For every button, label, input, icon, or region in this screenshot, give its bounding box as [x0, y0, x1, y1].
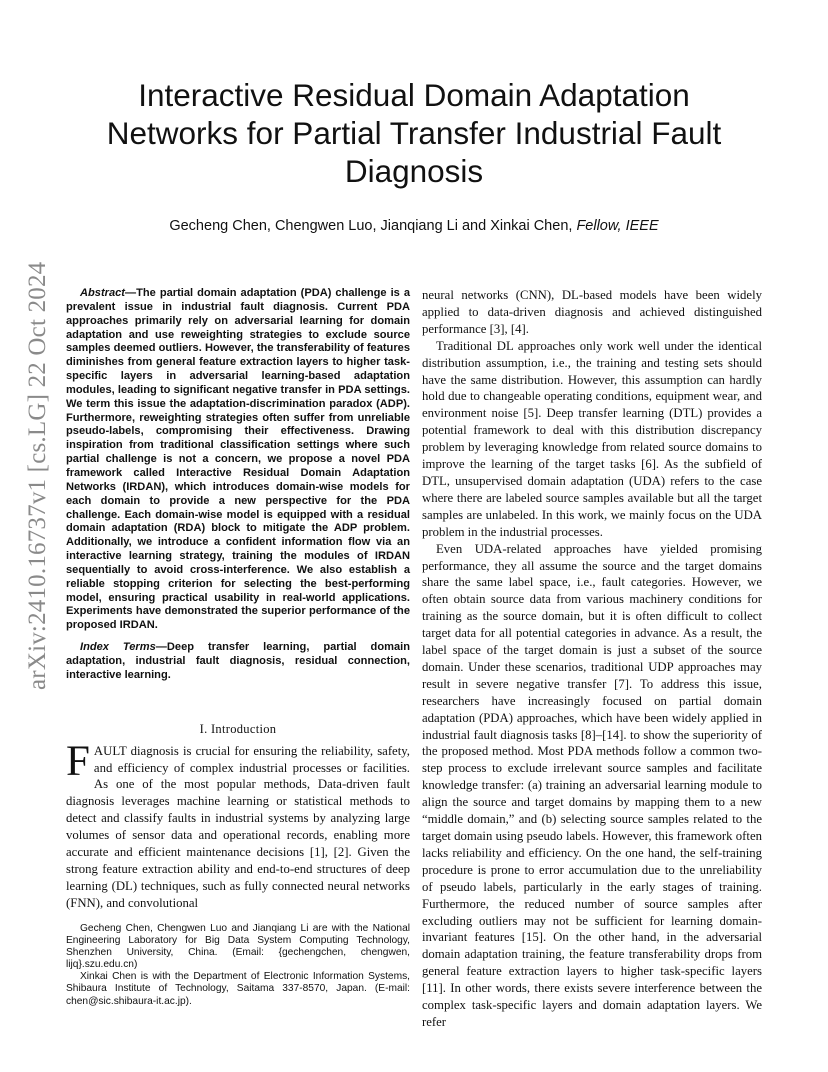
intro-paragraph-1-continued: neural networks (CNN), DL-based models have been widely applied to data-driven diagnosis and achieved distinguished performance [3], [4].	[422, 288, 762, 336]
arxiv-identifier: arXiv:2410.16737v1 [cs.LG] 22 Oct 2024	[24, 261, 51, 690]
index-terms-text: —Deep transfer learning, partial domain adaptation, industrial fault diagnosis, residual connection, interactive learning.	[66, 641, 410, 681]
footnote-affiliation-2: Xinkai Chen is with the Department of Electronic Information Systems, Shibaura Institute of Technology, Saitama 337-8570, Japan. (E-mail: chen@sic.shibaura-it.ac.jp).	[66, 971, 410, 1007]
paper-title: Interactive Residual Domain Adaptation Networks for Partial Transfer Industrial Fault Diagnosis	[106, 77, 722, 189]
index-terms	[66, 641, 410, 683]
author-line	[70, 218, 758, 234]
intro-paragraph-2: Traditional DL approaches only work well under the identical distribution assumption, i.e., the training and testing sets should have the same distribution. However, this assumption can hardly hold due to changeable operating conditions, equipment wear, and environment noise [5]. Deep transfer learning (DTL) provides a potential framework to deal with this distribution discrepancy problem by leveraging knowledge from related source domains to improve the learning of the target tasks [6]. As the subfield of DTL, unsupervised domain adaptation (UDA) refers to the case where there are labeled source samples available but all the target samples are unlabeled. In this work, we mainly focus on the UDA problem in the industrial processes.	[422, 338, 762, 539]
abstract-label: Abstract	[80, 287, 126, 299]
author-fellow-title: Fellow, IEEE	[576, 218, 659, 234]
section-heading-introduction: I. Introduction	[199, 721, 277, 736]
right-column	[422, 287, 762, 1031]
intro-paragraph-1-text: AULT diagnosis is crucial for ensuring the reliability, safety, and efficiency of complex industrial processes or facilities. As one of the most popular methods, Data-driven fault diagnosis leverages machine learning or statistical methods to detect and classify faults in industrial systems by analyzing large volumes of sensor data and operational records, enabling more accurate and efficient maintenance decisions [1], [2]. Given the strong feature extraction ability and end-to-end structures of deep learning (DL) techniques, such as fully connected neural networks (FNN), and convolutional	[66, 743, 410, 910]
abstract-text: —The partial domain adaptation (PDA) challenge is a prevalent issue in industrial fault diagnosis. Current PDA approaches primarily rely on adversarial learning for domain adaptation and use reweighting strategies to exclude source samples deemed outliers. However, the transferability of features diminishes from general feature extraction layers to higher task-specific layers in adversarial learning-based adaptation modules, leading to significant negative transfer in PDA settings. We term this issue the adaptation-discrimination paradox (ADP). Furthermore, reweighting strategies often suffer from unreliable pseudo-labels, compromising their effectiveness. Drawing inspiration from traditional classification settings where such partial challenge is not a concern, we propose a novel PDA framework called Interactive Residual Domain Adaptation Networks (IRDAN), which introduces domain-wise models for each domain to provide a new perspective for the PDA challenge. Each domain-wise model is equipped with a residual domain adaptation (RDA) block to mitigate the ADP problem. Additionally, we introduce a confident information flow via an interactive learning strategy, training the modules of IRDAN sequentially to avoid cross-interference. We also establish a reliable stopping criterion for selecting the best-performing model, ensuring practical usability in real-world applications. Experiments have demonstrated the superior performance of the proposed IRDAN.	[66, 287, 410, 632]
footnotes	[66, 923, 410, 1008]
intro-paragraph-1	[66, 737, 410, 912]
index-terms-label: Index Terms	[80, 641, 156, 654]
author-names: Gecheng Chen, Chengwen Luo, Jianqiang Li and Xinkai Chen,	[169, 218, 577, 234]
footnote-affiliation-1: Gecheng Chen, Chengwen Luo and Jianqiang Li are with the National Engineering Laboratory for Big Data System Computing Technology, Shenzhen University, China. (Email: {gechengchen, chengwen, lijq}.szu.edu.cn)	[66, 923, 410, 971]
abstract	[66, 287, 410, 633]
drop-cap: F	[66, 737, 90, 785]
left-column	[66, 287, 410, 912]
intro-paragraph-3: Even UDA-related approaches have yielded promising performance, they all assume the source and the target domains share the same label space, i.e., fault categories. However, we often obtain source data from various machinery conditions for training as the source domain, but it is often difficult to collect target data for all potential categories in advance. As a result, the label space of the target domain is just a subset of the source domain. Under these scenarios, traditional UDP approaches may result in severe negative transfer [7]. To address this issue, researchers have increasingly focused on partial domain adaptation (PDA) approaches, which have been widely applied in industrial fault diagnosis tasks [8]–[14]. to show the superiority of the proposed method. Most PDA methods follow a common two-step process to exclude irrelevant source samples and facilitate knowledge transfer: (a) training an adversarial learning module to align the source and target domains by mapping them to a new “middle domain,” and (b) selecting source samples related to the target domain using pseudo labels. However, this framework often lacks reliability and efficiency. On the one hand, the self-training procedure is prone to error accumulation due to the unreliability of pseudo labels, particularly in the early stages of training. Furthermore, the reduced number of source samples after excluding outliers may not be sufficient for learning domain-invariant features [15]. On the other hand, in the adversarial domain adaptation training, the feature transferability drops from general feature extraction layers to higher task-specific layers [11]. In other words, there exists severe interference between the complex task-specific layers and domain adaptation layers. We refer	[422, 541, 762, 1029]
